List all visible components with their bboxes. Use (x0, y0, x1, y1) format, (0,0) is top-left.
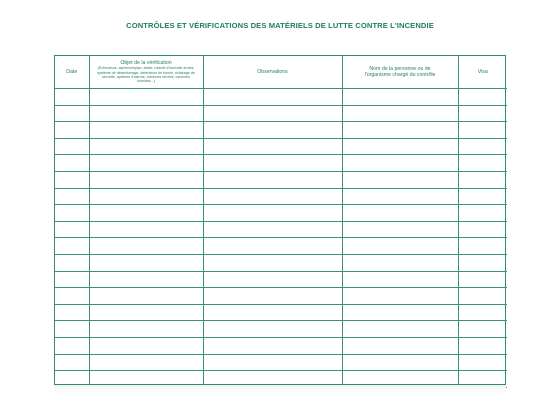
table-row (55, 304, 507, 321)
table-row (55, 254, 507, 271)
visa-cell[interactable] (458, 122, 507, 139)
table-row (55, 288, 507, 305)
object-cell[interactable] (89, 155, 203, 172)
object-cell[interactable] (89, 105, 203, 122)
controller-cell[interactable] (342, 155, 458, 172)
object-cell[interactable] (89, 271, 203, 288)
header-row (55, 56, 507, 89)
visa-cell[interactable] (458, 288, 507, 305)
table-body (55, 89, 507, 388)
column-header-date: Date (55, 56, 89, 89)
table-row (55, 321, 507, 338)
controller-cell[interactable] (342, 354, 458, 371)
observations-cell[interactable] (203, 221, 342, 238)
column-header-controller: Nom de la personne ou de l'organisme chargé du contrôle (342, 56, 458, 89)
column-header-observations: Observations (203, 56, 342, 89)
visa-cell[interactable] (458, 171, 507, 188)
visa-cell[interactable] (458, 354, 507, 371)
observations-cell[interactable] (203, 205, 342, 222)
date-cell[interactable] (55, 138, 89, 155)
object-cell[interactable] (89, 238, 203, 255)
date-cell[interactable] (55, 171, 89, 188)
register-sheet (54, 55, 506, 385)
column-header-object: Objet de la vérification (Extincteurs, ascensemplye, aidde, robinet d'incendie armés, système de désenfumage, détecteurs de fumée, éclairage de sécurité, système d'alarme, colonnes sèches, colonnes humides...) (89, 56, 203, 89)
date-cell[interactable] (55, 337, 89, 354)
table-row (55, 354, 507, 371)
visa-cell[interactable] (458, 271, 507, 288)
visa-cell[interactable] (458, 254, 507, 271)
visa-cell[interactable] (458, 138, 507, 155)
controller-cell[interactable] (342, 89, 458, 106)
date-cell[interactable] (55, 354, 89, 371)
visa-cell[interactable] (458, 188, 507, 205)
controller-cell[interactable] (342, 271, 458, 288)
observations-cell[interactable] (203, 105, 342, 122)
visa-cell[interactable] (458, 105, 507, 122)
object-cell[interactable] (89, 337, 203, 354)
object-cell[interactable] (89, 288, 203, 305)
table-row (55, 122, 507, 139)
object-cell[interactable] (89, 354, 203, 371)
table-row (55, 271, 507, 288)
controller-cell[interactable] (342, 188, 458, 205)
object-cell[interactable] (89, 205, 203, 222)
object-cell[interactable] (89, 304, 203, 321)
observations-cell[interactable] (203, 188, 342, 205)
observations-cell[interactable] (203, 304, 342, 321)
date-cell[interactable] (55, 221, 89, 238)
object-cell[interactable] (89, 188, 203, 205)
observations-cell[interactable] (203, 254, 342, 271)
table-row (55, 89, 507, 106)
column-header-visa: Visa (458, 56, 507, 89)
visa-cell[interactable] (458, 321, 507, 338)
observations-cell[interactable] (203, 171, 342, 188)
controller-cell[interactable] (342, 321, 458, 338)
visa-cell[interactable] (458, 221, 507, 238)
visa-cell[interactable] (458, 304, 507, 321)
column-header-object-subtext: (Extincteurs, ascensemplye, aidde, robinet d'incendie armés, système de désenfumage, détecteurs de fumée, éclairage de sécurité, système d'alarme, colonnes sèches, colonnes humides...) (97, 66, 195, 84)
date-cell[interactable] (55, 271, 89, 288)
controller-cell[interactable] (342, 304, 458, 321)
table-row (55, 221, 507, 238)
observations-cell[interactable] (203, 337, 342, 354)
table-row (55, 337, 507, 354)
observations-cell[interactable] (203, 321, 342, 338)
date-cell[interactable] (55, 321, 89, 338)
object-cell[interactable] (89, 122, 203, 139)
visa-cell[interactable] (458, 155, 507, 172)
page-shadow (54, 385, 506, 395)
page-title: CONTRÔLES ET VÉRIFICATIONS DES MATÉRIELS DE LUTTE CONTRE L'INCENDIE (126, 21, 434, 30)
table-row (55, 238, 507, 255)
date-cell[interactable] (55, 205, 89, 222)
date-cell[interactable] (55, 188, 89, 205)
date-cell[interactable] (55, 288, 89, 305)
object-cell[interactable] (89, 321, 203, 338)
date-cell[interactable] (55, 254, 89, 271)
object-cell[interactable] (89, 171, 203, 188)
visa-cell[interactable] (458, 337, 507, 354)
observations-cell[interactable] (203, 122, 342, 139)
table-row (55, 138, 507, 155)
controller-cell[interactable] (342, 238, 458, 255)
observations-cell[interactable] (203, 271, 342, 288)
object-cell[interactable] (89, 138, 203, 155)
controller-cell[interactable] (342, 105, 458, 122)
date-cell[interactable] (55, 238, 89, 255)
controller-cell[interactable] (342, 221, 458, 238)
table-row (55, 171, 507, 188)
table-row (55, 205, 507, 222)
observations-cell[interactable] (203, 155, 342, 172)
controller-cell[interactable] (342, 337, 458, 354)
object-cell[interactable] (89, 254, 203, 271)
date-cell[interactable] (55, 304, 89, 321)
controller-cell[interactable] (342, 254, 458, 271)
table-row (55, 105, 507, 122)
observations-cell[interactable] (203, 89, 342, 106)
observations-cell[interactable] (203, 288, 342, 305)
object-cell[interactable] (89, 89, 203, 106)
observations-cell[interactable] (203, 238, 342, 255)
controller-cell[interactable] (342, 171, 458, 188)
controller-cell[interactable] (342, 288, 458, 305)
controller-cell[interactable] (342, 138, 458, 155)
observations-cell[interactable] (203, 354, 342, 371)
controller-cell[interactable] (342, 122, 458, 139)
observations-cell[interactable] (203, 138, 342, 155)
visa-cell[interactable] (458, 89, 507, 106)
table-row (55, 155, 507, 172)
date-cell[interactable] (55, 155, 89, 172)
controller-cell[interactable] (342, 205, 458, 222)
visa-cell[interactable] (458, 205, 507, 222)
visa-cell[interactable] (458, 238, 507, 255)
date-cell[interactable] (55, 122, 89, 139)
object-cell[interactable] (89, 221, 203, 238)
inspection-table (55, 56, 507, 388)
date-cell[interactable] (55, 105, 89, 122)
date-cell[interactable] (55, 89, 89, 106)
table-row (55, 188, 507, 205)
